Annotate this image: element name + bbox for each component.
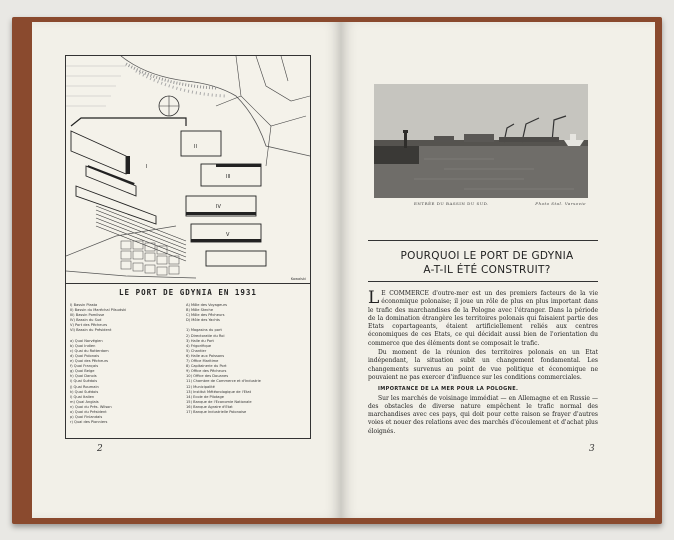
legend-item: 4) Frigorifique xyxy=(186,343,212,348)
heading-line1: POURQUOI LE PORT DE GDYNIA xyxy=(400,250,574,262)
svg-text:III: III xyxy=(226,174,231,180)
photo-credit: Photo Stal. Varsovie xyxy=(535,201,586,206)
legend-item: 17) Banque Industrielle Polonaise xyxy=(186,409,247,414)
legend-item: o) Quai du Président xyxy=(70,409,107,414)
legend-item: VI) Bassin du Président xyxy=(70,328,112,333)
legend-item: j) Quai Roumain xyxy=(70,384,99,389)
legend-item: 14) Ecole de Pilotage xyxy=(186,394,224,399)
dropcap: L xyxy=(368,288,380,308)
legend-item: 6) Halle aux Poissons xyxy=(186,353,225,358)
section-heading xyxy=(372,249,602,277)
svg-text:V: V xyxy=(226,232,230,238)
map-signature: Kowalski xyxy=(290,277,306,281)
map-legend xyxy=(70,303,308,433)
legend-item: B) Môle Steche xyxy=(186,308,214,313)
legend-item: 11) Chambre de Commerce et d'Industrie xyxy=(186,379,261,384)
svg-text:II: II xyxy=(194,144,197,150)
legend-item: n) Quai du Prés. Wilson xyxy=(70,404,112,409)
page-number-left: 2 xyxy=(97,444,103,454)
legend-item: IV) Bassin du Sud xyxy=(70,318,102,323)
legend-item: g) Quai Belge xyxy=(70,369,95,374)
legend-item: p) Quai Finlandais xyxy=(70,415,103,420)
legend-item: d) Quai Polonais xyxy=(70,353,100,358)
harbour-photo-drawing xyxy=(374,84,588,198)
legend-item: l) Quai Italien xyxy=(70,394,95,399)
legend-item: h) Quai Danois xyxy=(70,374,97,379)
subheading: IMPORTANCE DE LA MER POUR LA POLOGNE. xyxy=(378,386,519,393)
legend-item: 5) Chantier xyxy=(186,348,207,353)
legend-item: 9) Office des Pêcheurs xyxy=(186,369,227,374)
legend-item: c) Quai du Rotterdam xyxy=(70,348,109,353)
legend-item: e) Quai des Pêcheurs xyxy=(70,359,109,364)
legend-item: b) Quai Indien xyxy=(70,343,96,348)
heading-line2: A-T-IL ÉTÉ CONSTRUIT? xyxy=(423,264,551,276)
legend-item: D) Môle des Yachts xyxy=(186,318,220,323)
legend-item: k) Quai Suédois xyxy=(70,389,99,394)
legend-item: 1) Magasins du port xyxy=(186,328,222,333)
legend-left-column xyxy=(70,303,188,425)
paragraph-2: Du moment de la réunion des territoires polonais en un Etat indépendant, la situation subit un changement fondamental. Les changements survenus au point de vue politique et économique ne pouvaient ne pas exercer d'influence sur les conditions commerciales. xyxy=(368,349,598,381)
legend-item: 8) Capitainerie du Port xyxy=(186,364,227,369)
heading-rule-top xyxy=(368,240,598,241)
port-map-frame xyxy=(65,55,311,439)
legend-item: 3) Halle du Port xyxy=(186,338,214,343)
legend-item: 13) Institut Météorologique de l'Etat xyxy=(186,389,252,394)
legend-item: V) Port des Pêcheurs xyxy=(70,323,108,328)
port-map xyxy=(66,56,310,284)
legend-item: m) Quai Anglais xyxy=(70,399,99,404)
paragraph-1: L E COMMERCE d'outre-mer est un des premiers facteurs de la vie économique polonaise; il joue un rôle de plus en plus important dans le trafic des marchandises de la Pologne avec l'étranger. Dans la période de la domination étrangère les territoires polonais qui faisaient partie des Etats copartageants, étaient artificiellement reliés aux centres économiques de ces Etats, ce qui décidait aussi bien de l'orientation du commerce que des éléments dont se composait le trafic. xyxy=(368,288,598,347)
paragraph-3: Sur les marchés de voisinage immédiat — en Allemagne et en Russie — des obstacles de diverse nature empêchent le trafic normal des marchandises avec ces pays, qui doit pour cette raison se frayer d'autres voies et nouer des relations avec des marchés d'écoulement et d'achat plus éloignés. xyxy=(368,394,598,435)
legend-right-column xyxy=(186,303,304,415)
svg-text:IV: IV xyxy=(216,204,221,210)
legend-item: 7) Office Maritime xyxy=(186,359,219,364)
legend-item: i) Quai Suédois xyxy=(70,379,98,384)
legend-item: 15) Banque de l'Economie Nationale xyxy=(186,399,252,404)
legend-item: 2) Directoratie du Roi xyxy=(186,333,225,338)
heading-rule-bottom xyxy=(368,281,598,282)
legend-item: III) Bassin Pomilsse xyxy=(70,313,105,318)
legend-item: f) Quai Français xyxy=(70,364,99,369)
svg-text:I: I xyxy=(146,164,148,170)
legend-item: a) Quai Norvégien xyxy=(70,338,103,343)
legend-item: 12) Municipalité xyxy=(186,384,215,389)
legend-item: II) Bassin du Maréchal Pilsudski xyxy=(70,308,127,313)
photo-caption: ENTRÉE DU BASSIN DU SUD. xyxy=(414,201,489,206)
article-body xyxy=(368,290,598,437)
legend-item: 16) Banque Agraire d'Etat xyxy=(186,404,233,409)
legend-item: C) Môle des Pêcheurs xyxy=(186,313,225,318)
page-number-right: 3 xyxy=(589,444,595,454)
port-map-drawing xyxy=(66,56,310,284)
legend-item: 10) Office des Douanes xyxy=(186,374,229,379)
legend-item: r) Quai des Pionniers xyxy=(70,420,108,425)
legend-item: I) Bassin Piasta xyxy=(70,303,98,307)
legend-item: A) Môle des Voyageurs xyxy=(186,303,227,307)
map-title: LE PORT DE GDYNIA EN 1931 xyxy=(119,288,257,297)
harbour-photo xyxy=(374,84,588,198)
